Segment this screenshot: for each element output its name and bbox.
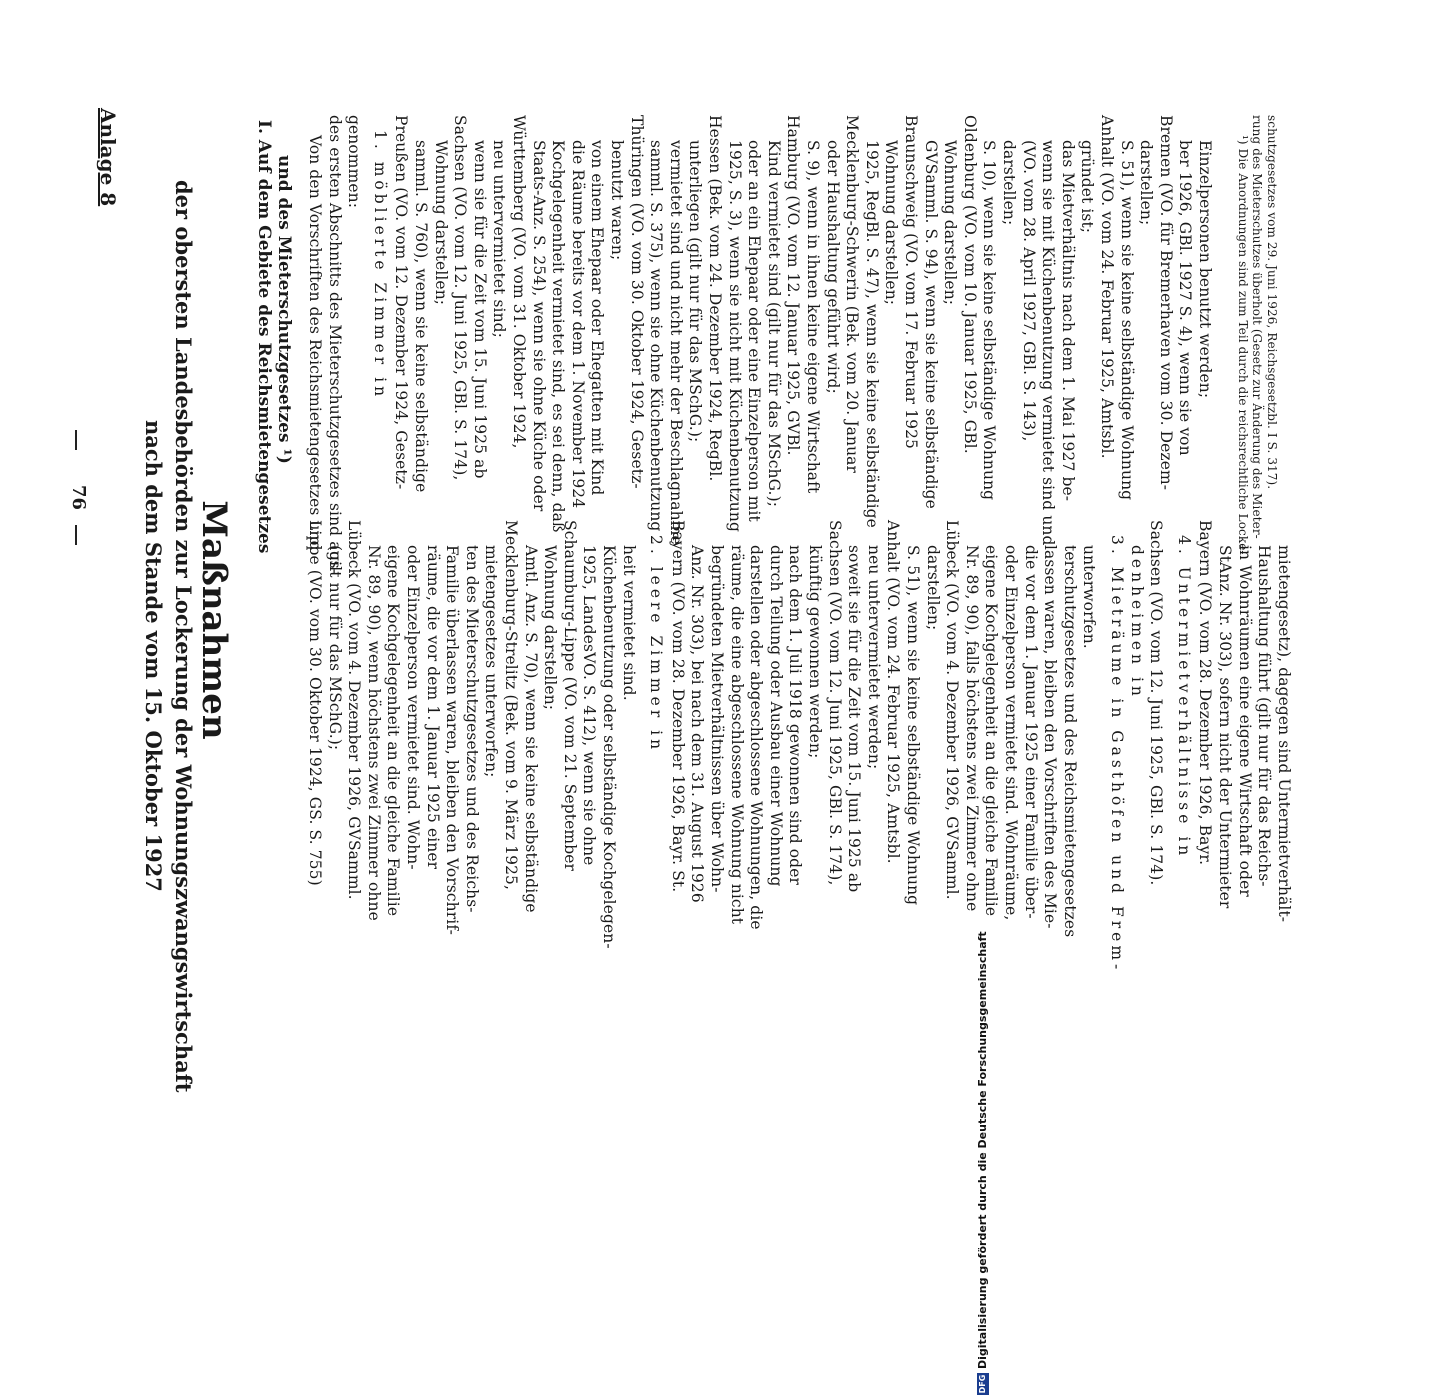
left-text-line: Hamburg (VO. vom 12. Januar 1925, GVBl. bbox=[784, 115, 803, 456]
right-text-line: heit vermietet sind. bbox=[619, 545, 638, 701]
left-text-line: vermietet sind und nicht mehr der Beschlagnahme bbox=[666, 140, 685, 545]
right-text-line: S. 51), wenn sie keine selbständige Wohnung bbox=[904, 545, 922, 906]
right-text-line: nach dem 1. Juli 1918 gewonnen sind oder bbox=[786, 545, 805, 885]
left-text-line: gründet ist; bbox=[1078, 140, 1097, 234]
left-text-line: oder Haushaltung geführt wird; bbox=[823, 140, 842, 394]
right-text-line: Lübeck (VO. vom 4. Dezember 1926, GVSamml. bbox=[345, 520, 364, 900]
left-text-line: S. 10), wenn sie keine selbständige Wohnung bbox=[980, 140, 999, 501]
right-text-line: räume, die vor dem 1. Januar 1925 einer bbox=[423, 545, 442, 870]
left-text-line: Bremen (VO. für Bremerhaven vom 30. Dezem- bbox=[1156, 115, 1175, 491]
left-text-line: Anhalt (VO. vom 24. Februar 1925, Amtsbl. bbox=[1098, 115, 1116, 459]
section-heading-2: und des Mieterschutzgesetzes ¹) bbox=[274, 155, 294, 464]
right-text-line: in Wohnräumen eine eigene Wirtschaft oder bbox=[1235, 545, 1254, 897]
left-text-line: Sachsen (VO. vom 12. Juni 1925, GBl. S. 174), bbox=[451, 115, 470, 481]
left-text-line: S. 9), wenn in ihnen keine eigene Wirtschaft bbox=[804, 140, 822, 494]
annex-label: Anlage 8 bbox=[96, 108, 120, 207]
right-text-line: Sachsen (VO. vom 12. Juni 1925, GBl. S. 174), bbox=[825, 520, 844, 886]
right-text-line: mietengesetz), dagegen sind Untermietverhält- bbox=[1274, 545, 1293, 923]
left-text-line: Kochgelegenheit vermietet sind, es sei denn, daß bbox=[549, 140, 568, 533]
left-text-line: die Räume bereits vor dem 1. November 1924 bbox=[568, 140, 587, 509]
right-text-line: 1925, LandesVO. S. 412), wenn sie ohne bbox=[580, 545, 599, 866]
left-text-line: benutzt waren; bbox=[608, 140, 626, 261]
left-text-line: Braunschweig (VO. vom 17. Februar 1925 bbox=[902, 115, 920, 449]
dfg-logo-icon: DFG bbox=[978, 1374, 987, 1394]
footnote-line: ¹) Die Anordnungen sind zum Teil durch die reichsrechtliche Locke- bbox=[1235, 135, 1250, 555]
right-text-line: Mecklenburg-Strelitz (Bek. vom 9. März 1925, bbox=[502, 520, 520, 891]
right-text-line: oder Einzelperson vermietet sind. Wohn- bbox=[404, 545, 422, 870]
left-text-line: darstellen; bbox=[1137, 140, 1156, 226]
left-text-line: Thüringen (VO. vom 30. Oktober 1924, Gesetz- bbox=[627, 115, 646, 489]
right-text-line: Anz. Nr. 303), bei nach dem 31. August 1926 bbox=[688, 545, 707, 903]
left-text-line: Wohnung darstellen; bbox=[941, 140, 960, 306]
right-text-line: Nr. 89, 90), falls höchstens zwei Zimmer ohne bbox=[962, 545, 981, 912]
right-text-line: Bayern (VO. vom 28. Dezember 1926, Bayr. St. bbox=[668, 520, 687, 893]
intro-line: des ersten Abschnitts des Mieterschutzgesetzes sind aus- bbox=[325, 115, 344, 575]
page-number: 76 bbox=[68, 485, 89, 511]
right-text-line: eigene Kochgelegenheit an die gleiche Familie bbox=[982, 545, 1001, 917]
page-subtitle-1: der obersten Landesbehörden zur Lockerung der Wohnungszwangswirtschaft bbox=[171, 180, 196, 1093]
left-text-line: Oldenburg (VO. vom 10. Januar 1925, GBl. bbox=[960, 115, 979, 454]
right-text-line: soweit sie für die Zeit vom 15. Juni 1925 ab bbox=[845, 545, 864, 893]
item-1-label: 1. möblierte Zimmer in bbox=[370, 130, 389, 401]
right-text-line: Schaumburg-Lippe (VO. vom 21. September bbox=[560, 520, 579, 871]
left-text-line: 1925, RegBl. S. 47), wenn sie keine selbständige bbox=[862, 140, 881, 528]
right-text-line: unterworfen. bbox=[1080, 545, 1099, 649]
left-text-line: Kind vermietet sind (gilt nur für das MSchG.); bbox=[764, 140, 783, 508]
right-text-line: StAnz. Nr. 303), sofern nicht der Untermieter bbox=[1216, 545, 1234, 909]
left-text-line: samml. S. 375), wenn sie ohne Küchenbenutzung bbox=[647, 140, 666, 532]
left-text-line: Einzelpersonen benutzt werden; bbox=[1196, 140, 1214, 399]
right-text-line: terschutzgesetzes und des Reichsmietengesetzes bbox=[1060, 545, 1079, 938]
right-text-line: Familie überlassen waren, bleiben den Vorschrif- bbox=[443, 545, 462, 935]
left-text-line: Hessen (Bek. vom 24. Dezember 1924, RegBl. bbox=[706, 115, 724, 482]
right-text-line: Lippe (VO. vom 30. Oktober 1924, GS. S. 755) bbox=[306, 520, 324, 886]
right-text-line: mietengesetzes unterworfen; bbox=[482, 545, 501, 778]
item-3-label: 3. Mieträume in Gasthöfen und Frem- bbox=[1108, 535, 1126, 974]
left-text-line: (VO. vom 28. April 1927, GBl. S. 143), bbox=[1019, 140, 1038, 442]
right-text-line: Bayern (VO. vom 28. Dezember 1926, Bayr. bbox=[1196, 520, 1215, 866]
page-number-dash-right bbox=[75, 525, 77, 545]
right-text-line: (gilt nur für das MSchG.); bbox=[325, 545, 344, 751]
left-text-line: Wohnung darstellen; bbox=[431, 140, 450, 306]
left-text-line: 1925, S. 3), wenn sie nicht mit Küchenbenutzung bbox=[725, 140, 744, 532]
right-text-line: ten des Mieterschutzgesetzes und des Reichs- bbox=[462, 545, 481, 913]
left-text-line: Staats-Anz. S. 254), wenn sie ohne Küche oder bbox=[529, 140, 548, 512]
right-text-line: räume, die eine abgeschlossene Wohnung nicht bbox=[727, 545, 746, 925]
right-text-line: neu untervermietet werden; bbox=[864, 545, 883, 770]
left-text-line: von einem Ehepaar oder Ehegatten mit Kind bbox=[588, 140, 607, 496]
item-4-label: 4. Untermietverhältnisse in bbox=[1174, 535, 1193, 860]
page-title: Maßnahmen bbox=[194, 500, 234, 740]
left-text-line: Württemberg (VO. vom 31. Oktober 1924, bbox=[510, 115, 528, 449]
footnote-line: schutzgesetzes vom 29. Juni 1926, Reichsgesetzbl. I S. 317). bbox=[1264, 115, 1279, 490]
left-text-line: GVSamml. S. 94), wenn sie keine selbständige bbox=[921, 140, 940, 509]
left-text-line: das Mietverhältnis nach dem 1. Mai 1927 be- bbox=[1058, 140, 1077, 502]
right-text-line: Lübeck (VO. vom 4. Dezember 1926, GVSamml. bbox=[943, 520, 962, 900]
left-text-line: darstellen; bbox=[1000, 140, 1018, 226]
left-text-line: neu untervermietet sind; bbox=[490, 140, 509, 339]
right-text-line: darstellen oder abgeschlossene Wohnungen, die bbox=[747, 545, 766, 930]
left-text-line: wenn sie für die Zeit vom 15. Juni 1925 ab bbox=[470, 140, 489, 479]
left-text-line: oder an ein Ehepaar oder eine Einzelperson mit bbox=[745, 140, 764, 522]
right-text-line: Haushaltung führt (gilt nur für das Reichs- bbox=[1255, 545, 1274, 887]
right-text-line: oder Einzelperson vermietet sind. Wohnräume, bbox=[1002, 545, 1020, 921]
right-text-line: Wohnung darstellen; bbox=[541, 545, 560, 711]
right-text-line: eigene Kochgelegenheit an die gleiche Familie bbox=[384, 545, 403, 917]
right-text-line: begründeten Mietverhältnissen über Wohn- bbox=[708, 545, 726, 893]
left-text-line: wenn sie mit Küchenbenutzung vermietet sind und bbox=[1039, 140, 1058, 546]
left-text-line: Wohnung darstellen; bbox=[882, 140, 901, 306]
item-3-label-2: denheimen in bbox=[1127, 545, 1146, 700]
right-text-line: künftig gewonnen werden; bbox=[806, 545, 824, 759]
section-heading-1: I. Auf dem Gebiete des Reichsmietengesetzes bbox=[254, 120, 274, 554]
left-text-line: Mecklenburg-Schwerin (Bek. vom 20. Januar bbox=[843, 115, 862, 474]
right-text-line: durch Teilung oder Ausbau einer Wohnung bbox=[766, 545, 785, 887]
intro-line: genommen: bbox=[345, 115, 364, 209]
right-text-line: die vor dem 1. Januar 1925 einer Familie über- bbox=[1021, 545, 1040, 919]
right-text-line: Küchenbenutzung oder selbständige Kochgelegen- bbox=[600, 545, 618, 949]
right-text-line: Sachsen (VO. vom 12. Juni 1925, GBl. S. 174). bbox=[1147, 520, 1166, 886]
right-text-line: darstellen; bbox=[923, 545, 942, 631]
left-text-line: S. 51), wenn sie keine selbständige Wohnung bbox=[1117, 140, 1136, 501]
left-text-line: unterliegen (gilt nur für das MSchG.); bbox=[686, 140, 705, 443]
page-subtitle-2: nach dem Stande vom 15. Oktober 1927 bbox=[141, 420, 166, 892]
left-text-line: Preußen (VO. vom 12. Dezember 1924, Gesetz- bbox=[392, 115, 411, 490]
footnote-line: rung des Mieterschutzes überholt (Gesetz zur Änderung des Mieter- bbox=[1250, 115, 1265, 539]
intro-line: Von den Vorschriften des Reichsmietengesetzes und bbox=[306, 135, 324, 551]
right-text-line: Nr. 89, 90), wenn höchstens zwei Zimmer ohne bbox=[364, 545, 383, 921]
right-text-line: Anhalt (VO. vom 24. Februar 1925, Amtsbl. bbox=[884, 520, 903, 864]
left-text-line: samml. S. 760), wenn sie keine selbständige bbox=[412, 140, 430, 493]
digitization-credit bbox=[976, 395, 996, 1395]
credit-text: Digitalisierung gefördert durch die Deutsche Forschungsgemeinschaft bbox=[976, 931, 989, 1369]
page-number-dash-left bbox=[75, 430, 77, 450]
right-text-line: lassen waren, bleiben den Vorschriften des Mie- bbox=[1041, 545, 1060, 929]
item-2-label: 2. leere Zimmer in bbox=[647, 535, 666, 754]
right-text-line: Amtl. Anz. S. 70), wenn sie keine selbständige bbox=[521, 545, 540, 913]
left-text-line: ber 1926, GBl. 1927 S. 4), wenn sie von bbox=[1176, 140, 1195, 456]
